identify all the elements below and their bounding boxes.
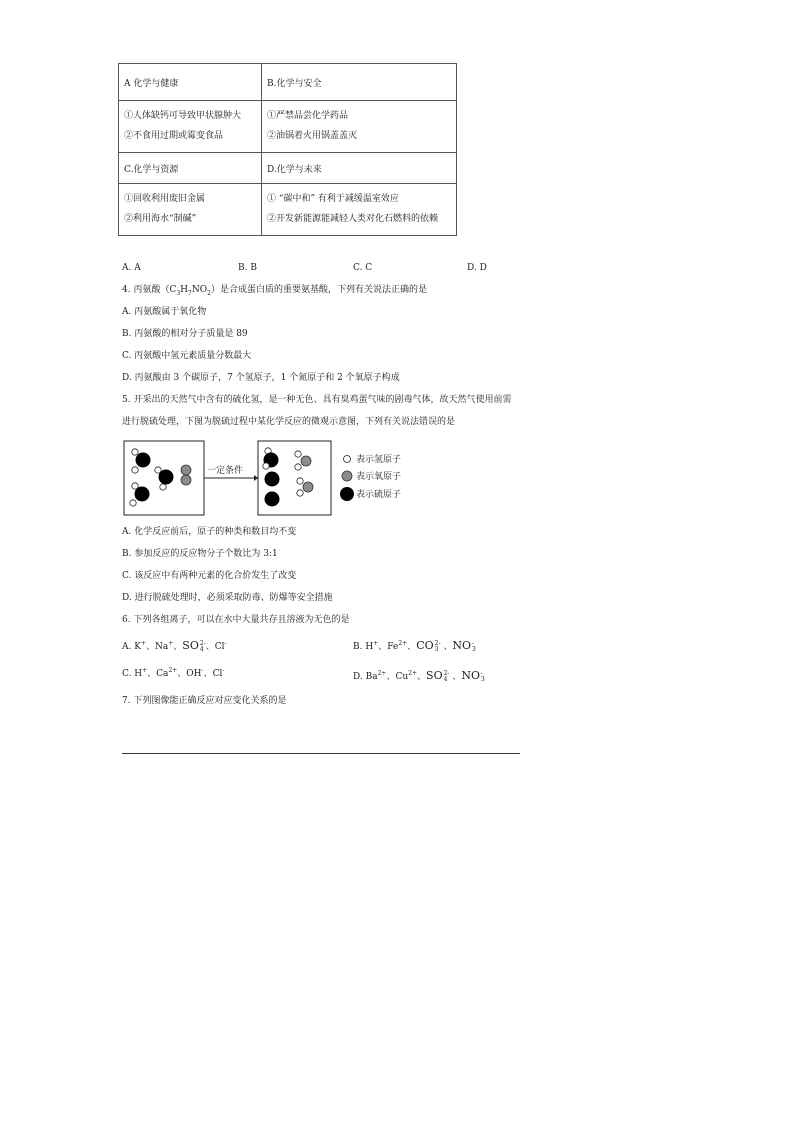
sulfur-atom xyxy=(159,470,174,485)
legend-oxygen-icon xyxy=(342,471,352,481)
cell-text: ① “碳中和” 有利于减缓温室效应 xyxy=(267,194,399,204)
q6-option-d: D. $Ba^{2+}$、$Cu^{2+}$、SO 2- 4 、NO - 3 xyxy=(353,669,485,683)
q5-option-a: A. 化学反应前后，原子的种类和数目均不变 xyxy=(122,527,297,537)
q5-option-b: B. 参加反应的反应物分子个数比为 3:1 xyxy=(122,549,278,559)
hydrogen-atom xyxy=(297,490,303,496)
q7-stem: 7. 下列图像能正确反应对应变化关系的是 xyxy=(122,696,287,706)
q3-option-d: D. D xyxy=(467,263,487,273)
q3-option-b: B. B xyxy=(238,263,257,273)
cell-text: B.化学与安全 xyxy=(267,78,322,89)
cell-text: ②油锅着火用锅盖盖灭 xyxy=(267,131,358,141)
arrow-head xyxy=(254,475,258,481)
hydrogen-atom xyxy=(132,467,138,473)
q5-option-d: D. 进行脱硫处理时，必须采取防毒、防爆等安全措施 xyxy=(122,593,333,603)
sulfur-atom xyxy=(135,487,150,502)
q4-option-a: A. 丙氨酸属于氧化物 xyxy=(122,307,207,317)
q3-option-a: A. A xyxy=(122,263,141,273)
hydrogen-atom xyxy=(130,500,136,506)
legend-hydrogen-label: 表示氢原子 xyxy=(356,455,402,465)
cell-text: A 化学与健康 xyxy=(124,78,179,89)
oxygen-atom xyxy=(303,482,313,492)
q5-stem-line2: 进行脱硫处理，下图为脱硫过程中某化学反应的微观示意图，下列有关说法错误的是 xyxy=(122,417,456,427)
hydrogen-atom xyxy=(160,484,166,490)
legend-oxygen-label: 表示氧原子 xyxy=(356,472,402,482)
table-cell xyxy=(119,184,262,236)
table-cell xyxy=(262,101,457,153)
q4-option-b: B. 丙氨酸的相对分子质量是 89 xyxy=(122,329,248,339)
legend-hydrogen-icon xyxy=(344,456,351,463)
cell-text: C.化学与资源 xyxy=(124,164,179,175)
arrow-label: 一定条件 xyxy=(207,466,244,476)
q4-option-c: C. 丙氨酸中氢元素质量分数最大 xyxy=(122,351,252,361)
table-cell xyxy=(119,64,262,101)
cell-text: ②开发新能源能减轻人类对化石燃料的依赖 xyxy=(267,214,439,224)
q5-option-c: C. 该反应中有两种元素的化合价发生了改变 xyxy=(122,571,297,581)
table-cell xyxy=(262,184,457,236)
cell-text: ①回收利用废旧金属 xyxy=(124,194,206,204)
hydrogen-atom xyxy=(295,464,301,470)
q6-option-b: B. H+、$Fe^{2+}$、CO 2- 3 、NO - 3 xyxy=(353,639,476,653)
divider-line xyxy=(122,753,520,754)
hydrogen-atom xyxy=(263,463,269,469)
oxygen-atom xyxy=(301,456,311,466)
cell-text: ①严禁品尝化学药品 xyxy=(267,111,349,121)
q6-stem: 6. 下列各组离子，可以在水中大量共存且溶液为无色的是 xyxy=(122,615,350,625)
q3-table xyxy=(118,63,457,236)
legend-sulfur-label: 表示硫原子 xyxy=(356,490,402,500)
hydrogen-atom xyxy=(132,449,138,455)
hydrogen-atom xyxy=(295,451,301,457)
sulfur-atom xyxy=(265,472,280,487)
q4-option-d: D. 丙氨酸由 3 个碳原子，7 个氢原子，1 个氮原子和 2 个氧原子构成 xyxy=(122,373,400,383)
cell-text: ①人体缺钙可导致甲状腺肿大 xyxy=(124,111,242,121)
reaction-diagram xyxy=(120,436,420,520)
table-cell xyxy=(262,153,457,184)
sulfur-atom xyxy=(136,453,151,468)
oxygen-atom xyxy=(181,465,191,475)
cell-text: ②不食用过期或霉变食品 xyxy=(124,131,224,141)
q6-option-a: A. K+、Na+、SO 2- 4 、Cl- xyxy=(122,639,227,653)
q3-option-c: C. C xyxy=(353,263,373,273)
q5-stem-line1: 5. 开采出的天然气中含有的硫化氢，是一种无色、具有臭鸡蛋气味的剧毒气体，故天然气使用前需 xyxy=(122,395,512,405)
cell-text: ②利用海水“制碱” xyxy=(124,214,197,224)
table-cell xyxy=(262,64,457,101)
q6-option-c: C. H+、$Ca^{2+}$、OH-、Cl- xyxy=(122,667,225,679)
table-cell xyxy=(119,153,262,184)
cell-text: D.化学与未来 xyxy=(267,164,322,175)
table-cell xyxy=(119,101,262,153)
oxygen-atom xyxy=(181,475,191,485)
sulfur-atom xyxy=(265,492,280,507)
q4-stem: 4. 丙氨酸$(C_3H_7NO_2)$是合成蛋白质的重要氨基酸，下列有关说法正确的是 xyxy=(122,285,427,297)
legend-sulfur-icon xyxy=(340,487,354,501)
hydrogen-atom xyxy=(297,478,303,484)
